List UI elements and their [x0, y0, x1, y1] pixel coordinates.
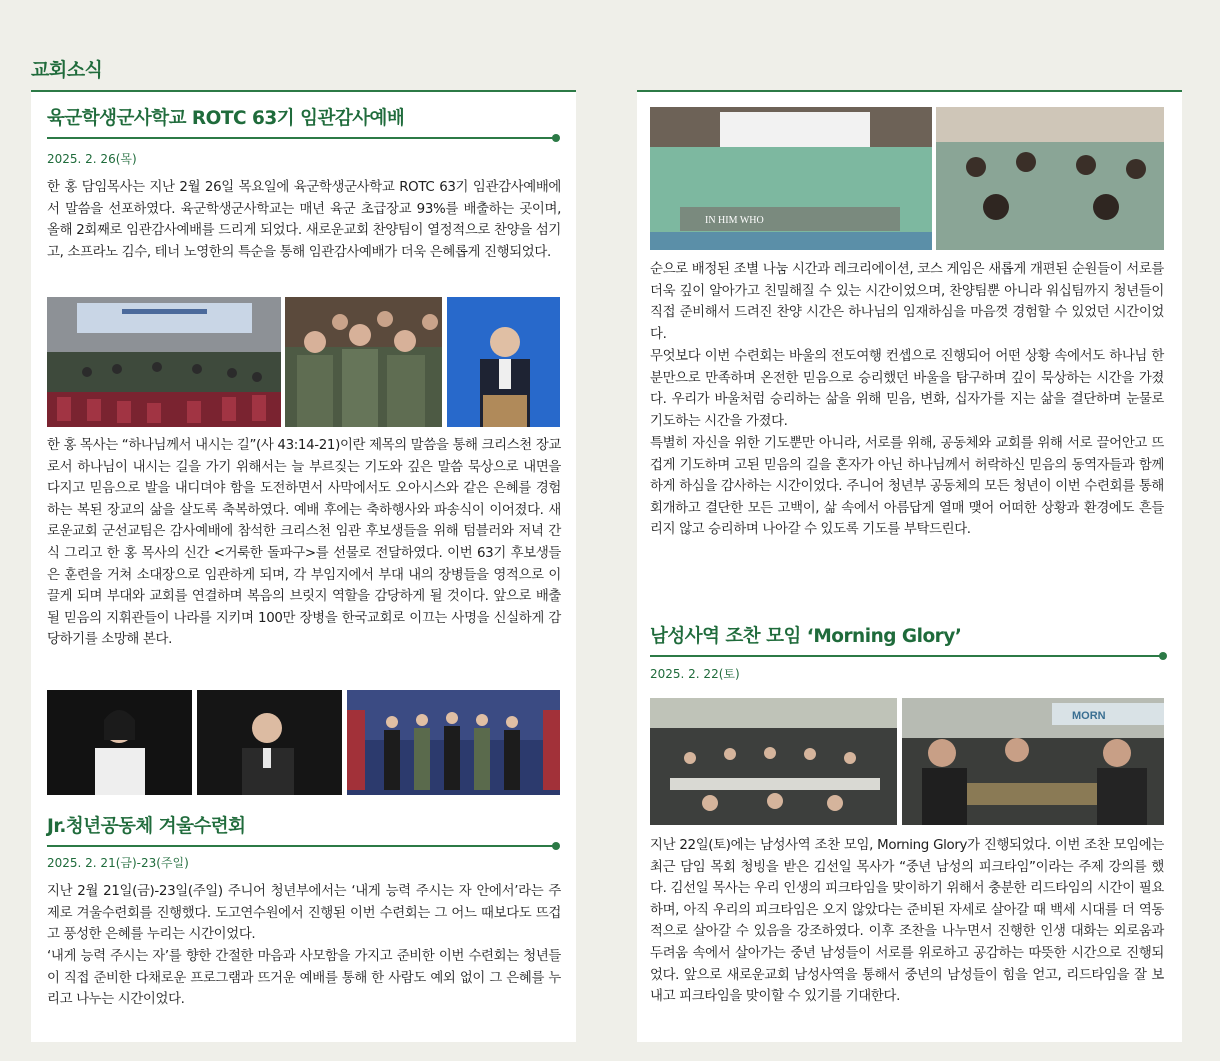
article-paragraph: 무엇보다 이번 수련회는 바울의 전도여행 컨셉으로 진행되어 어떤 상황 속에서도 하나님 한 분만으로 만족하며 온전한 믿음으로 승리했던 바울을 탐구하며 깊이 묵상하는 시간을 가졌다. 우리가 바울처럼 승리하는 삶을 위해 믿음, 변화, 십자가를 지는 삶을 결단하며 눈물로 기도하는 시간을 가졌다.	[650, 349, 1164, 429]
photo-chapel-assembly	[47, 297, 281, 427]
article-title-morning-glory: 남성사역 조찬 모임 ‘Morning Glory’	[650, 626, 962, 647]
article-date-retreat: 2025. 2. 21(금)-23(주일)	[47, 856, 189, 870]
title-divider	[650, 655, 1164, 657]
article-paragraph: 한 홍 목사는 “하나님께서 내시는 길”(사 43:14-21)이란 제목의 말씀을 통해 크리스천 장교로서 하나님이 내시는 길을 가기 위해서는 늘 부르짖는 기도와 깊은 말씀 묵상으로 내면을 다지고 믿음으로 발을 내디뎌야 함을 도전하면서 사막에서도 오아시스와 같은 은혜를 경험하는 복된 장교의 삶을 살도록 축복하였다. 예배 후에는 축하행사와 파송식이 이어졌다. 새로운교회 군선교팀은 감사예배에 참석한 크리스천 임관 후보생들을 위해 텀블러와 저녁 간식 그리고 한 홍 목사의 신간 <거룩한 돌파구>를 선물로 전달하였다. 이번 63기 후보생들은 훈련을 거쳐 소대장으로 임관하게 되며, 각 부임지에서 부대 내의 장병들을 영적으로 이끌게 되며 부대와 교회를 연결하며 복음의 브릿지 역할을 감당하게 될 것이다. 앞으로 배출될 믿음의 지휘관들이 나라를 지키며 100만 장병을 한국교회로 이끄는 사명을 신실하게 감당하기를 소망해 본다.	[47, 438, 561, 648]
article-title-rotc: 육군학생군사학교 ROTC 63기 임관감사예배	[47, 108, 405, 129]
title-divider	[47, 845, 557, 847]
article-paragraph: 지난 2월 21일(금)-23일(주일) 주니어 청년부에서는 ‘내게 능력 주시는 자 안에서’라는 주제로 겨울수련회를 진행했다. 도고연수원에서 진행된 이번 수련회는 그 어느 때보다도 뜨겁고 풍성한 은혜를 누리는 시간이었다.	[47, 884, 561, 943]
article-paragraph: 순으로 배정된 조별 나눔 시간과 레크리에이션, 코스 게임은 새롭게 개편된 순원들이 서로를 더욱 깊이 알아가고 친밀해질 수 있는 시간이었으며, 찬양팀뿐 아니라 워십팀까지 청년들이 직접 준비해서 드려진 찬양 시간은 하나님의 임재하심을 마음껏 경험할 수 있었던 시간이었다.	[650, 262, 1164, 342]
section-title: 교회소식	[31, 59, 103, 81]
retreat-banner-text: IN HIM WHO	[705, 215, 764, 226]
right-column	[637, 90, 1182, 1042]
article-paragraph: 지난 22일(토)에는 남성사역 조찬 모임, Morning Glory가 진행되었다. 이번 조찬 모임에는 최근 담임 목회 청빙을 받은 김선일 목사가 “중년 남성의 피크타임”이라는 주제 강의를 했다. 김선일 목사는 우리 인생의 피크타임을 맞이하기 위해서 충분한 리드타임의 시간이 필요하며, 아직 우리의 피크타임은 오지 않았다는 준비된 자세로 살아갈 때 백세 시대를 더 역동적으로 살아갈 수 있음을 강조하였다. 이후 조찬을 나누면서 진행한 인생 대화는 외로움과 두려움 속에서 살아가는 중년 남성들이 서로를 위로하고 공감하는 따뜻한 시간으로 진행되었다. 앞으로 새로운교회 남성사역을 통해서 중년의 남성들이 힘을 얻고, 리드타임을 잘 보내고 피크타임을 맞이할 수 있기를 기대한다.	[650, 838, 1164, 1005]
photo-cadets-singing	[285, 297, 442, 427]
article-title-retreat: Jr.청년공동체 겨울수련회	[47, 816, 246, 837]
photo-retreat-group	[650, 107, 932, 250]
photo-soprano	[47, 690, 192, 795]
article-paragraph: 한 홍 담임목사는 지난 2월 26일 목요일에 육군학생군사학교 ROTC 63기 임관감사예배에서 말씀을 선포하였다. 육군학생군사학교는 매년 육군 초급장교 93%를 배출하는 곳이며, 올해 2회째로 임관감사예배를 드리게 되었다. 새로운교회 찬양팀이 열정적으로 찬양을 섬기고, 소프라노 김수, 테너 노영한의 특순을 통해 임관감사예배가 더욱 은혜롭게 진행되었다.	[47, 180, 561, 260]
photo-retreat-worship	[936, 107, 1164, 250]
photo-group-officers	[347, 690, 560, 795]
article-date-morning-glory: 2025. 2. 22(토)	[650, 667, 740, 681]
left-column	[31, 90, 576, 1042]
photo-pastor-preaching	[447, 297, 560, 427]
article-paragraph: ‘내게 능력 주시는 자’를 향한 간절한 마음과 사모함을 가지고 준비한 이번 수련회는 청년들이 직접 준비한 다채로운 프로그램과 뜨거운 예배를 통해 한 사람도 예외 없이 그 은혜를 누리고 나누는 시간이었다.	[47, 949, 561, 1008]
photo-tenor	[197, 690, 342, 795]
photo-breakfast-hall	[650, 698, 897, 825]
breakfast-banner-text: MORN	[1072, 710, 1106, 722]
photo-breakfast-table	[902, 698, 1164, 825]
article-paragraph: 특별히 자신을 위한 기도뿐만 아니라, 서로를 위해, 공동체와 교회를 위해 서로 끌어안고 뜨겁게 기도하며 고된 믿음의 길을 혼자가 아닌 하나님께서 허락하신 믿음의 동역자들과 함께하게 하심을 감사하는 시간이었다. 주니어 청년부 공동체의 모든 청년이 이번 수련회를 통해 회개하고 결단한 모든 고백이, 삶 속에서 아름답게 열매 맺어 어떠한 상황과 환경에도 흔들리지 않고 승리하며 나아갈 수 있도록 기도를 부탁드린다.	[650, 436, 1164, 538]
title-divider	[47, 137, 557, 139]
article-date-rotc: 2025. 2. 26(목)	[47, 152, 137, 166]
